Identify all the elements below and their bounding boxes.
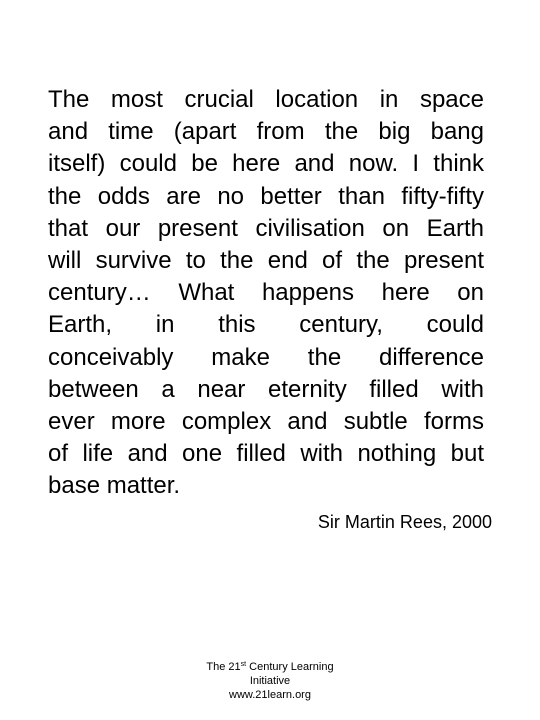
footer-url: www.21learn.org <box>229 689 311 701</box>
quote-line: of life and one filled with nothing but <box>48 440 484 468</box>
footer-org-suffix: Century Learning <box>246 661 334 673</box>
quote-line: ever more complex and subtle forms <box>48 408 484 436</box>
footer-org-line2: Initiative <box>249 675 291 687</box>
quote-line: will survive to the end of the present <box>48 247 484 275</box>
quote-line: Earth, in this century, could <box>48 311 484 339</box>
quote-line: conceivably make the difference <box>48 343 484 371</box>
quote-line: and time (apart from the big bang <box>48 118 484 146</box>
quote-line: century… What happens here on <box>48 279 484 307</box>
quote-line: The most crucial location in space <box>48 86 484 113</box>
footer-org-line1 <box>170 660 370 674</box>
footer-org-superscript: st <box>240 661 247 668</box>
footer-org-prefix: The 21 <box>206 661 241 673</box>
quote-line: that our present civilisation on Earth <box>48 214 484 242</box>
quote-line: the odds are no better than fifty-fifty <box>48 182 484 210</box>
quote-line: base matter. <box>48 472 181 500</box>
quote-line: between a near eternity filled with <box>48 375 484 403</box>
quote-attribution: Sir Martin Rees, 2000 <box>317 512 492 532</box>
footer <box>170 660 370 702</box>
quote-line: itself) could be here and now. I think <box>48 150 484 178</box>
quote-text <box>48 84 484 503</box>
